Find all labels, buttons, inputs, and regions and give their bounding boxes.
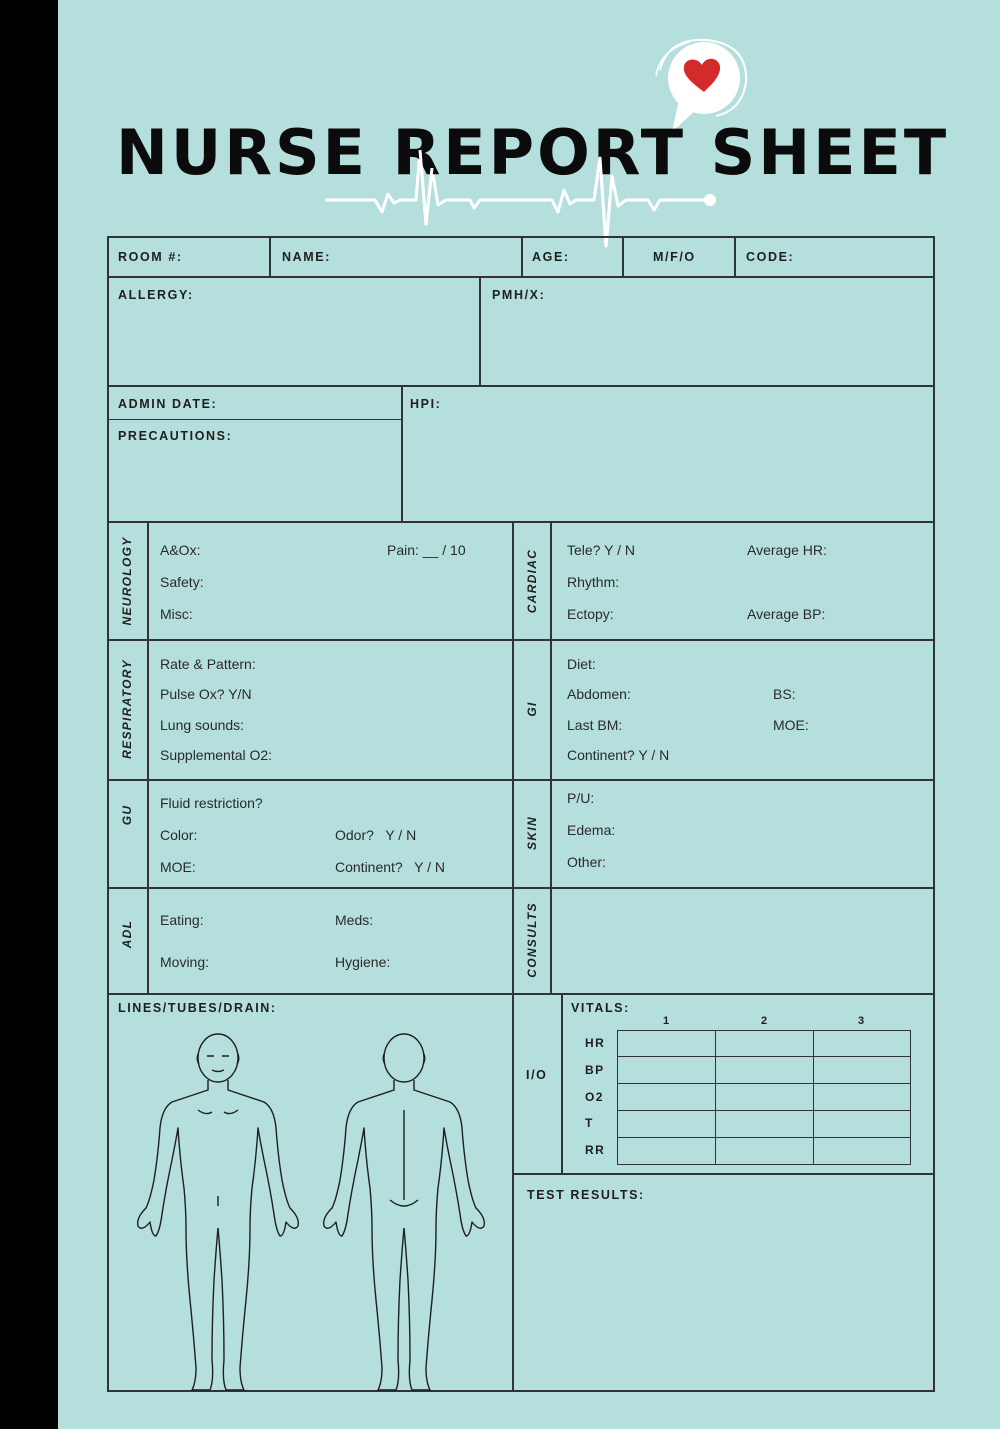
gi-continent-label: Continent? Y / N [567,747,670,763]
ectopy-label: Ectopy: [567,606,614,622]
vitals-row-label: T [585,1116,594,1130]
code-label: CODE: [746,250,795,264]
vitals-column-header: 1 [663,1015,670,1027]
cardiac-heading: CARDIAC [525,548,539,614]
heartbeat-spikes [0,0,1000,260]
rate-pattern-label: Rate & Pattern: [160,656,256,672]
pu-label: P/U: [567,790,595,806]
name-label: NAME: [282,250,331,264]
age-label: AGE: [532,250,570,264]
misc-label: Misc: [160,606,193,622]
vitals-label: VITALS: [571,1001,630,1015]
eating-label: Eating: [160,912,204,928]
skin-other-label: Other: [567,854,606,870]
hpi-label: HPI: [410,397,442,411]
test-results-label: TEST RESULTS: [527,1188,645,1202]
supplemental-o2-label: Supplemental O2: [160,747,273,763]
vitals-column-header: 2 [761,1015,768,1027]
report-form [107,236,935,1392]
fluid-restriction-label: Fluid restriction? [160,795,263,811]
allergy-label: ALLERGY: [118,288,194,302]
room-label: ROOM #: [118,250,183,264]
skin-heading: SKIN [525,816,539,850]
sex-label: M/F/O [653,250,696,264]
precautions-label: PRECAUTIONS: [118,429,233,443]
page-title: NURSE REPORT SHEET [116,116,950,189]
edema-label: Edema: [567,822,616,838]
odor-label: Odor? Y / N [335,827,417,843]
vitals-column-header: 3 [858,1015,865,1027]
tele-label: Tele? Y / N [567,542,635,558]
abdomen-label: Abdomen: [567,686,631,702]
respiratory-heading: RESPIRATORY [120,659,134,759]
pain-label: Pain: __ / 10 [387,542,466,558]
vitals-row-label: RR [585,1143,606,1157]
vitals-table [617,1030,911,1165]
gu-moe-label: MOE: [160,859,196,875]
lines-tubes-drain-label: LINES/TUBES/DRAIN: [118,1001,277,1015]
vitals-row-label: BP [585,1063,605,1077]
pmh-label: PMH/X: [492,288,546,302]
io-label: I/O [526,1068,548,1082]
average-bp-label: Average BP: [747,606,826,622]
neurology-heading: NEUROLOGY [120,536,134,626]
vitals-row-label: O2 [585,1090,604,1104]
gi-moe-label: MOE: [773,717,809,733]
average-hr-label: Average HR: [747,542,827,558]
pulse-ox-label: Pulse Ox? Y/N [160,686,252,702]
bs-label: BS: [773,686,796,702]
gu-heading: GU [120,804,134,826]
rhythm-label: Rhythm: [567,574,620,590]
color-label: Color: [160,827,198,843]
admin-date-label: ADMIN DATE: [118,397,218,411]
aox-label: A&Ox: [160,542,201,558]
vitals-row-label: HR [585,1036,606,1050]
meds-label: Meds: [335,912,374,928]
safety-label: Safety: [160,574,204,590]
hygiene-label: Hygiene: [335,954,391,970]
moving-label: Moving: [160,954,210,970]
gu-continent-label: Continent? Y / N [335,859,445,875]
last-bm-label: Last BM: [567,717,623,733]
adl-heading: ADL [120,919,134,949]
consults-heading: CONSULTS [525,902,539,978]
diet-label: Diet: [567,656,596,672]
lung-sounds-label: Lung sounds: [160,717,245,733]
gi-heading: GI [525,701,539,717]
